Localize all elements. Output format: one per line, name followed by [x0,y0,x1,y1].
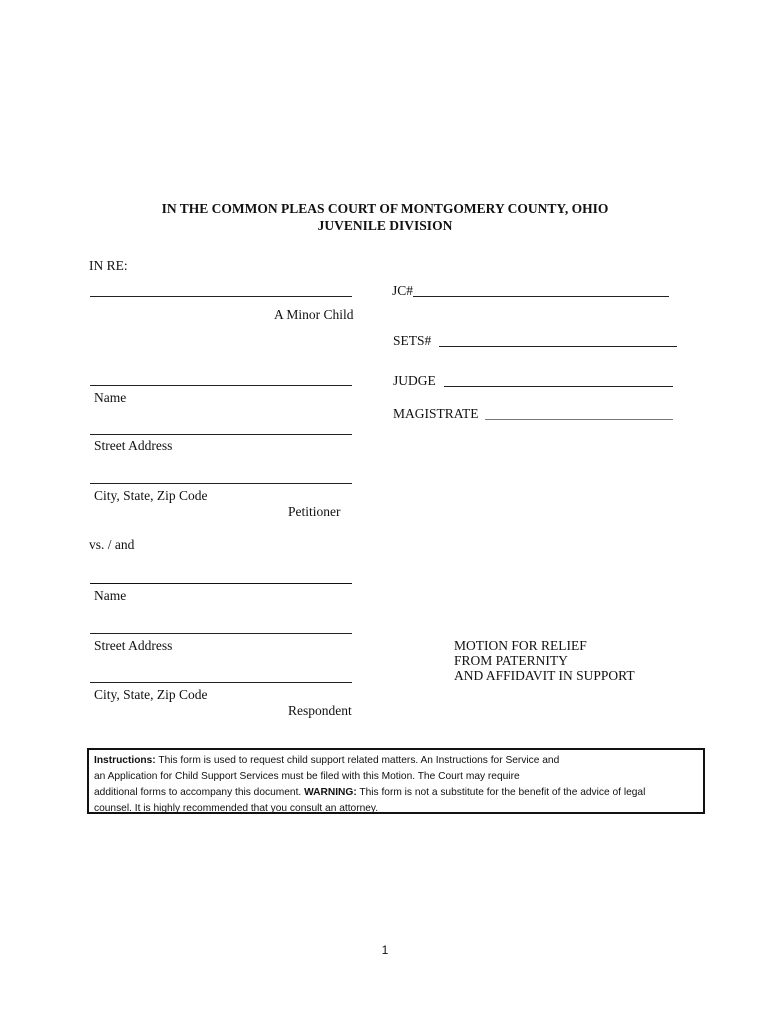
petitioner-role-label: Petitioner [288,504,341,519]
jc-label: JC# [392,283,414,298]
instructions-line-3 [94,785,703,801]
respondent-city-line[interactable] [90,682,352,683]
instructions-heading: Instructions: [94,755,156,766]
instructions-line-2 [94,769,703,785]
respondent-role-label: Respondent [288,703,352,718]
page-number: 1 [381,943,389,957]
petitioner-city-line[interactable] [90,483,352,484]
petitioner-name-line[interactable] [90,385,352,386]
respondent-city-label: City, State, Zip Code [94,687,208,702]
petitioner-street-line[interactable] [90,434,352,435]
motion-title-line1: MOTION FOR RELIEF [454,638,587,653]
instructions-text-1: This form is used to request child support related matters. An Instructions for Service and [155,755,560,766]
court-title: IN THE COMMON PLEAS COURT OF MONTGOMERY COUNTY, OHIO [161,201,609,216]
instructions-text-3b: This form is not a substitute for the benefit of the advice of legal [356,787,646,798]
jc-number-line[interactable] [413,296,669,297]
respondent-street-label: Street Address [94,638,173,653]
in-re-label: IN RE: [89,258,128,273]
respondent-name-line[interactable] [90,583,352,584]
instructions-text-3: additional forms to accompany this document. [94,787,305,798]
division-title: JUVENILE DIVISION [317,218,453,233]
instructions-text-2: an Application for Child Support Services must be filed with this Motion. The Court may require [94,771,520,782]
respondent-street-line[interactable] [90,633,352,634]
judge-line[interactable] [444,386,673,387]
instructions-line-1 [94,753,703,769]
instructions-box [87,748,705,814]
respondent-name-label: Name [94,588,127,603]
petitioner-name-label: Name [94,390,127,405]
versus-label: vs. / and [89,537,135,552]
instructions-text-4: counsel. It is highly recommended that you consult an attorney. [94,803,379,814]
sets-label: SETS# [393,333,432,348]
instructions-line-4 [94,801,703,817]
magistrate-line[interactable] [485,419,673,420]
motion-title-line2: FROM PATERNITY [454,653,568,668]
petitioner-city-label: City, State, Zip Code [94,488,208,503]
petitioner-street-label: Street Address [94,438,173,453]
sets-number-line[interactable] [439,346,677,347]
magistrate-label: MAGISTRATE [393,406,479,421]
child-name-line[interactable] [90,296,352,297]
minor-child-label: A Minor Child [274,307,354,322]
warning-label: WARNING: [304,787,357,798]
judge-label: JUDGE [393,373,436,388]
motion-title-line3: AND AFFIDAVIT IN SUPPORT [454,668,635,683]
